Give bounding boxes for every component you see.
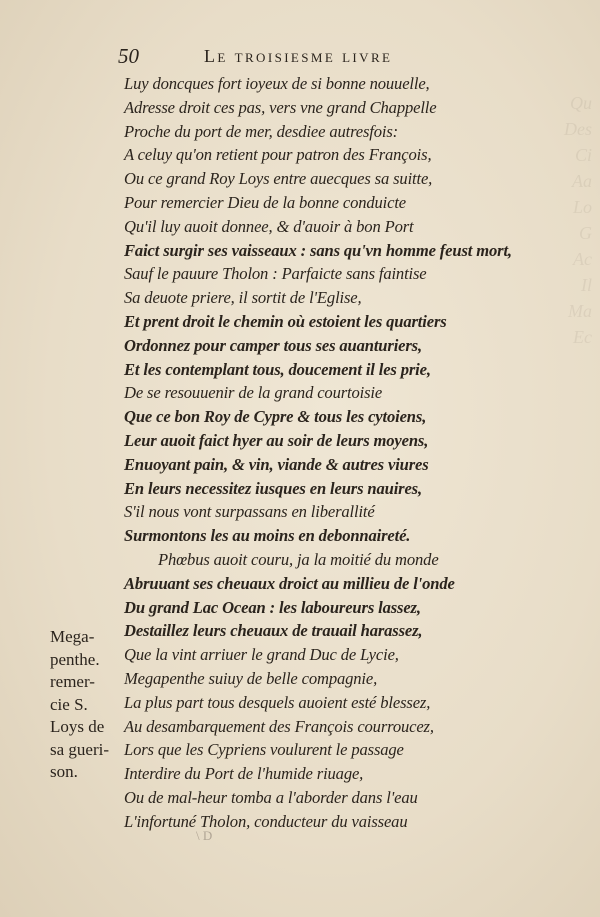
margin-note-line: remer- <box>50 672 95 691</box>
verse-line: Au desambarquement des François courroucez, <box>124 716 434 736</box>
verse-line: Faict surgir ses vaisseaux : sans qu'vn homme feust mort, <box>124 240 512 260</box>
verse-line: Lors que les Cypriens voulurent le passage <box>124 740 404 760</box>
verse-line: Abruuant ses cheuaux droict au millieu de l'onde <box>124 573 455 593</box>
verse-line: La plus part tous desquels auoient esté blessez, <box>124 692 431 712</box>
verse-block <box>124 72 512 834</box>
margin-note <box>50 626 124 784</box>
margin-note-line: Mega- <box>50 627 95 646</box>
verse-line: Ou ce grand Roy Loys entre auecques sa suitte, <box>124 169 433 189</box>
verse-line: Megapenthe suiuy de belle compagnie, <box>124 668 378 688</box>
margin-note-line: son. <box>50 762 78 781</box>
verse-line: Qu'il luy auoit donnee, & d'auoir à bon Port <box>124 216 414 236</box>
verse-line: Du grand Lac Ocean : les laboureurs lassez, <box>124 597 421 617</box>
verse-line: Pour remercier Dieu de la bonne conduicte <box>124 192 407 212</box>
verse-line: Sauf le pauure Tholon : Parfaicte sans faintise <box>124 264 427 284</box>
verse-line: Ou de mal-heur tomba a l'aborder dans l'eau <box>124 787 418 807</box>
verse-line: Luy doncques fort ioyeux de si bonne nouuelle, <box>124 74 430 93</box>
verse-line: L'infortuné Tholon, conducteur du vaisseau <box>124 811 408 831</box>
verse-line: Et prent droit le chemin où estoient les quartiers <box>124 311 447 331</box>
running-head: Le troisiesme livre <box>204 46 393 66</box>
margin-note-line: Loys de <box>50 717 105 736</box>
verse-line: En leurs necessitez iusques en leurs nauires, <box>124 478 422 498</box>
margin-note-line: cie S. <box>50 694 88 714</box>
verse-line: Et les contemplant tous, doucement il les prie, <box>124 359 431 379</box>
page-number: 50 <box>118 44 139 68</box>
verse-line: De se resouuenir de la grand courtoisie <box>124 383 383 403</box>
verse-line: S'il nous vont surpassans en liberallité <box>124 502 375 522</box>
verse-line: Interdire du Port de l'humide riuage, <box>124 764 364 784</box>
verse-line: Que la vint arriuer le grand Duc de Lycie, <box>124 645 399 665</box>
verse-line: Leur auoit faict hyer au soir de leurs moyens, <box>124 430 429 450</box>
verse-line: Phœbus auoit couru, ja la moitié du monde <box>158 549 439 569</box>
verse-line: Enuoyant pain, & vin, viande & autres viures <box>124 454 429 474</box>
margin-note-line: sa gueri- <box>50 739 110 759</box>
verse-line: Surmontons les au moins en debonnaireté. <box>124 526 411 546</box>
verse-line: Destaillez leurs cheuaux de trauail harassez, <box>124 621 423 641</box>
page-header <box>118 44 458 68</box>
verse-line: Ordonnez pour camper tous ses auanturiers, <box>124 335 422 355</box>
margin-note-line: penthe. <box>50 649 100 669</box>
verse-line: A celuy qu'on retient pour patron des François, <box>124 145 432 165</box>
verse-line: Que ce bon Roy de Cypre & tous les cytoiens, <box>124 407 427 427</box>
verse-line: Adresse droit ces pas, vers vne grand Chappelle <box>124 97 437 117</box>
show-through-text: Qu Des Ci Aa Lo G Ac Il Ma Ec <box>564 93 592 347</box>
verse-line: Proche du port de mer, desdiee autresfois: <box>124 121 399 141</box>
verse-line: Sa deuote priere, il sortit de l'Eglise, <box>124 288 362 308</box>
page-stamp: \ D <box>196 828 213 843</box>
